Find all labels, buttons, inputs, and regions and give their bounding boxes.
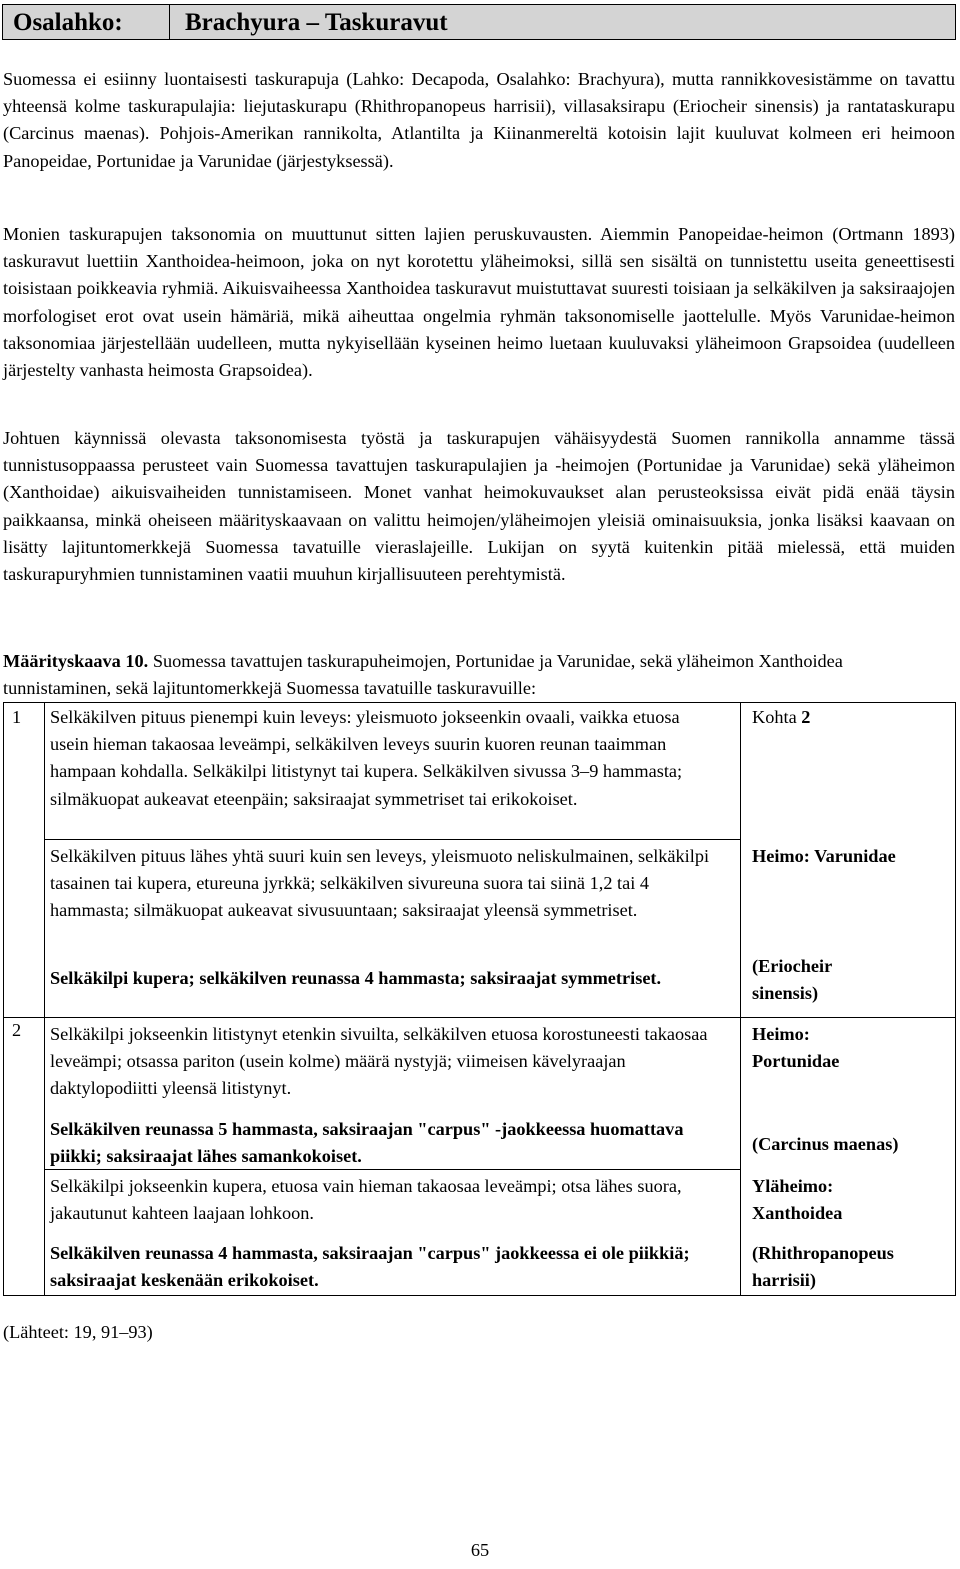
header-divider xyxy=(169,5,170,39)
identification-key-table xyxy=(3,702,956,1296)
taxonomy-paragraph: Monien taskurapujen taksonomia on muuttunut sitten lajien peruskuvausten. Aiemmin Panopeidae-heimon (Ortmann 1893) taskuravut luettiin Xanthoidea-heimoon, joka on nyt korotettu yläheimoksi, sillä sen sisältä on tunnistettu useita geneettisesti toisistaan poikkeavia ryhmiä. Aikuisvaiheessa Xanthoidea taskuravut muistuttavat suuresti toisiaan ja selkäkilven ja saksiraajojen morfologiset erot ovat usein hämäriä, mikä aiheuttaa ongelmia ryhmän taksonomiselle jaottelulle. Myös Varunidae-heimon taksonomiaa järjestellään uudelleen, mutta nykyisellään kyseinen heimo luetaan kuuluvaksi yläheimoon Grapsoidea (uudelleen järjestelty vanhasta heimosta Grapsoidea). xyxy=(3,224,955,381)
key-row-2-result: Heimo: Varunidae xyxy=(752,846,896,866)
key-row-3-description: Selkäkilpi jokseenkin litistynyt etenkin sivuilta, selkäkilven etuosa korostuneesti takaosaa leveämpi; otsassa pariton (usein kolme) määrä nystyjä; viimeisen kävelyraajan daktylopodiitti yleensä litistynyt. xyxy=(50,1024,708,1099)
sources-note: (Lähteet: 19, 91–93) xyxy=(3,1322,153,1342)
key-row-2-species-traits: Selkäkilpi kupera; selkäkilven reunassa 4 hammasta; saksiraajat symmetriset. xyxy=(50,968,662,988)
intro-section xyxy=(3,66,955,175)
column-divider-left xyxy=(44,703,45,1295)
header-title: Brachyura – Taskuravut xyxy=(185,9,448,36)
key-row-4-result: Yläheimo: Xanthoidea xyxy=(752,1176,843,1224)
key-row-3-species: (Carcinus maenas) xyxy=(752,1134,899,1154)
row-divider xyxy=(44,839,740,840)
key-step-number: 1 xyxy=(12,707,22,727)
result-prefix: Kohta xyxy=(752,707,797,727)
column-divider-right xyxy=(740,703,741,1295)
header-label: Osalahko: xyxy=(13,9,123,36)
key-caption-text xyxy=(3,648,955,702)
section-header xyxy=(2,4,956,40)
key-row-4-species-traits: Selkäkilven reunassa 4 hammasta, saksiraajan "carpus" jaokkeessa ei ole piikkiä; saksiraajat keskenään erikokoiset. xyxy=(50,1243,690,1291)
key-row-4-species: (Rhithropanopeus harrisii) xyxy=(752,1243,894,1291)
key-row-2-species: (Eriocheir sinensis) xyxy=(752,956,832,1004)
row-divider xyxy=(4,1017,955,1018)
intro-paragraph: Suomessa ei esiinny luontaisesti taskurapuja (Lahko: Decapoda, Osalahko: Brachyura), mutta rannikkovesistämme on tavattu yhteensä kolme taskurapulajia: liejutaskurapu (Rhithropanopeus harrisii), villasaksirapu (Eriocheir sinensis) ja rantataskurapu (Carcinus maenas). Pohjois-Amerikan rannikolta, Atlantilta ja Kiinanmereltä kotoisin lajit kuuluvat kolmeen eri heimoon Panopeidae, Portunidae ja Varunidae (järjestyksessä). xyxy=(3,69,955,171)
guide-paragraph: Johtuen käynnissä olevasta taksonomisesta työstä ja taskurapujen vähäisyydestä Suomen rannikolla annamme tässä tunnistusoppaassa perusteet vain Suomessa tavattujen taskurapulajien ja -heimojen (Portunidae ja Varunidae) sekä yläheimon (Xanthoidae) aikuisvaiheiden tunnistamiseen. Monet vanhat heimokuvaukset alan perusteoksissa eivät pidä enää täysin paikkaansa, minkä oheiseen määrityskaavaan on valittu heimojen/yläheimojen yleisiä ominaisuuksia, jonka lisäksi kaavaan on lisätty lajituntomerkkejä Suomessa tavatuille vieraslajeille. Lukijan on syytä kuitenkin pitää mielessä, että muiden taskurapuryhmien tunnistaminen vaatii muuhun kirjallisuuteen perehtymistä. xyxy=(3,428,955,585)
page-number: 65 xyxy=(470,1540,490,1560)
taxonomy-section xyxy=(3,221,955,384)
key-row-1-description: Selkäkilven pituus pienempi kuin leveys: yleismuoto jokseenkin ovaali, vaikka etuosa usein hieman takaosaa leveämpi, selkäkilven leveys suurin kuoren reunan taaimman hampaan kohdalla. Selkäkilpi litistynyt tai kupera. Selkäkilven sivussa 3–9 hammasta; silmäkuopat aukeavat eteenpäin; saksiraajat symmetriset tai erikokoiset. xyxy=(50,707,683,809)
key-step-number: 2 xyxy=(12,1020,22,1040)
guide-section xyxy=(3,425,955,588)
key-row-3-result: Heimo: Portunidae xyxy=(752,1024,840,1072)
key-row-1-result xyxy=(752,704,952,731)
key-caption-label: Määrityskaava 10. xyxy=(3,651,149,671)
key-row-2-description: Selkäkilven pituus lähes yhtä suuri kuin sen leveys, yleismuoto neliskulmainen, selkäkilpi tasainen tai kupera, etureuna jyrkkä; selkäkilven sivureuna suora tai siinä 1,2 tai 4 hammasta; silmäkuopat aukeavat sivusuuntaan; saksiraajat yleensä symmetriset. xyxy=(50,846,710,921)
key-row-3-species-traits: Selkäkilven reunassa 5 hammasta, saksiraajan "carpus" -jaokkeessa huomattava piikki; saksiraajat lähes samankokoiset. xyxy=(50,1119,684,1167)
key-row-4-description: Selkäkilpi jokseenkin kupera, etuosa vain hieman takaosaa leveämpi; otsa lähes suora, jakautunut kahteen laajaan lohkoon. xyxy=(50,1176,682,1224)
key-caption xyxy=(3,648,955,702)
result-step-link: 2 xyxy=(801,707,811,727)
key-caption-description: Suomessa tavattujen taskurapuheimojen, Portunidae ja Varunidae, sekä yläheimon Xanthoidea tunnistaminen, sekä lajituntomerkkejä Suomessa tavatuille taskuravuille: xyxy=(3,651,843,699)
